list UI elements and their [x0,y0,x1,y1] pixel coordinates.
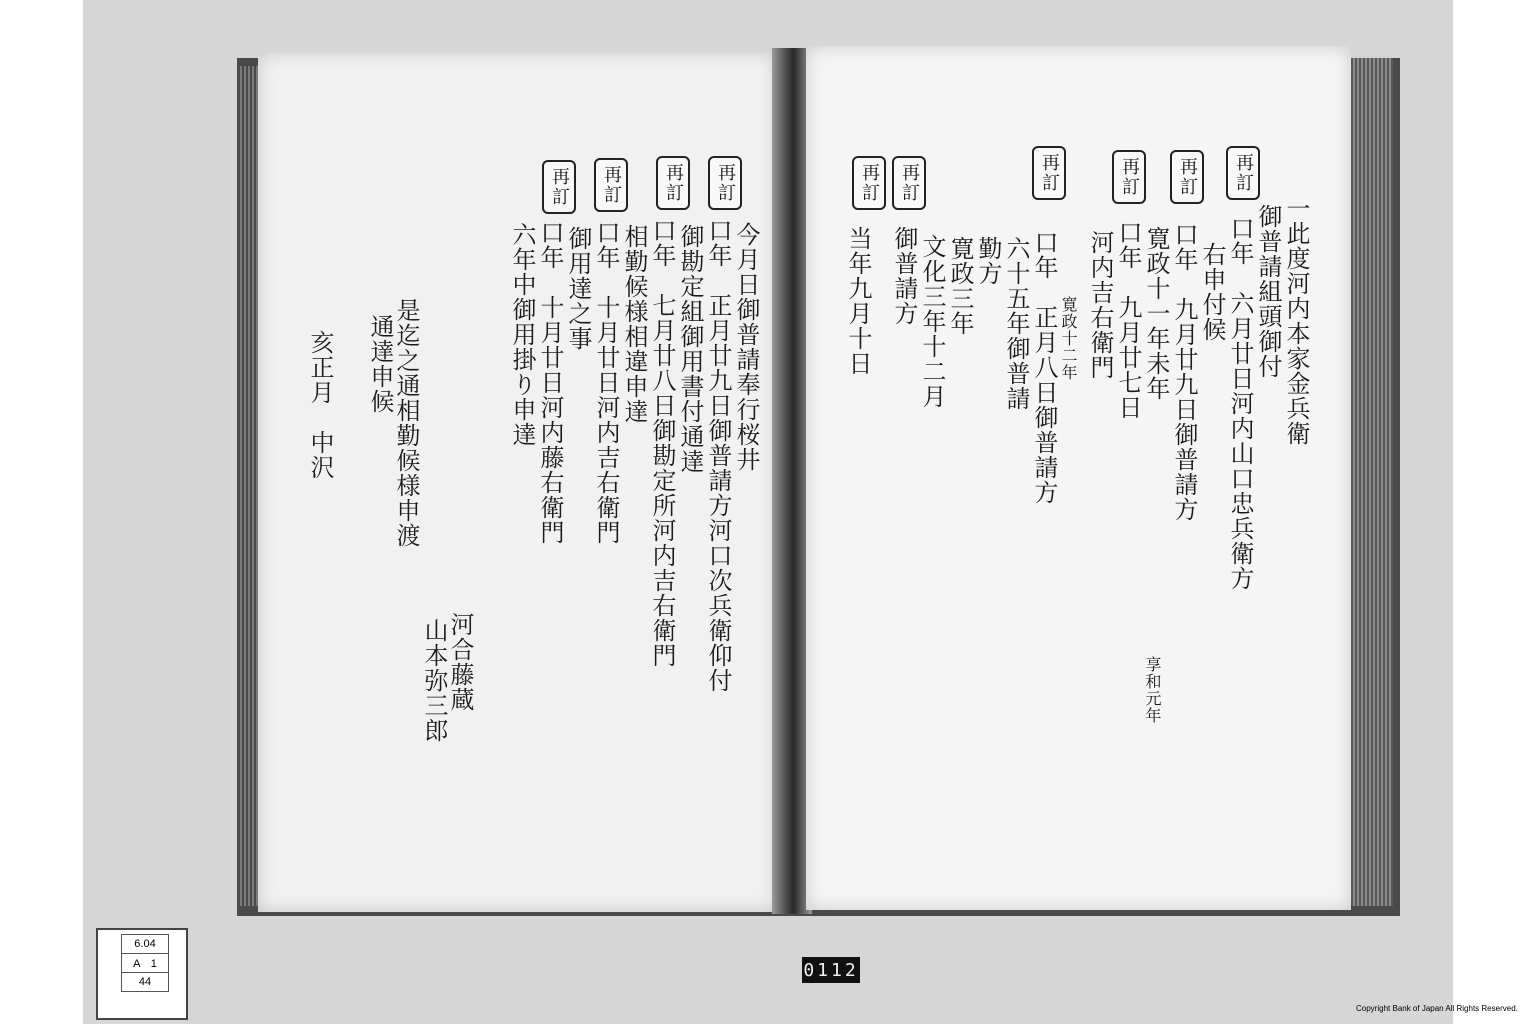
seal-stamp: 再訂 [892,156,926,210]
note-column: 享和元年 [1143,656,1162,724]
seal-stamp: 再訂 [542,160,576,214]
signature: 山本弥三郎 [420,618,448,743]
text-column: 勤方 [974,236,1002,286]
catalog-cell: 6.04 [122,935,169,954]
right-page [806,46,1351,910]
date-signature: 亥正月 中沢 [306,330,334,480]
text-column: 一此度河内本家金兵衛 [1282,196,1310,446]
copyright-notice: Copyright Bank of Japan All Rights Reserved. [1356,1004,1518,1013]
text-column: 通達申候 [366,314,394,414]
seal-stamp: 再訂 [1112,150,1146,204]
text-column: 当年九月十日 [844,226,872,376]
catalog-cell: 44 [122,973,169,992]
seal-stamp: 再訂 [1170,150,1204,204]
text-column: 口年 十月廿日河内藤右衛門 [536,220,564,545]
left-page [258,52,776,912]
text-column: 口年 九月廿七日 [1114,220,1142,420]
text-column: 御普請方 [890,226,918,326]
text-column: 相勤候様相違申達 [620,224,648,424]
text-column: 寛政十一年未年 [1142,226,1170,401]
catalog-cell: A 1 [122,954,169,973]
text-column: 口年 正月廿九日御普請方河口次兵衛仰付 [704,218,732,693]
note-column: 寛政十二年 [1059,296,1078,381]
right-page-edges [1345,58,1393,906]
text-column: 右申付候 [1198,242,1226,342]
seal-stamp: 再訂 [1226,146,1260,200]
catalog-table [121,934,169,992]
text-column: 口年 七月廿八日御勘定所河内吉右衛門 [648,218,676,668]
seal-stamp: 再訂 [1032,146,1066,200]
seal-stamp: 再訂 [656,156,690,210]
left-page-edges [240,66,258,906]
text-column: 御普請組頭御付 [1254,204,1282,379]
text-column: 六十五年御普請 [1002,236,1030,411]
text-column: 口年 十月廿日河内吉右衛門 [592,220,620,545]
seal-stamp: 再訂 [852,156,886,210]
text-column: 御勘定組御用書付通達 [676,224,704,474]
text-column: 口年 正月八日御普請方 [1030,230,1058,505]
seal-stamp: 再訂 [594,158,628,212]
text-column: 寛政三年 [946,236,974,336]
text-column: 御用達之事 [564,226,592,351]
text-column: 六年中御用掛り申達 [508,222,536,447]
seal-stamp: 再訂 [708,156,742,210]
text-column: 口年 六月廿日河内山口忠兵衛方 [1226,216,1254,591]
signature: 河合藤蔵 [446,612,474,712]
text-column: 口年 九月廿九日御普請方 [1170,222,1198,522]
text-column: 是迄之通相勤候様申渡 [392,298,420,548]
text-column: 河内吉右衛門 [1086,230,1114,380]
text-column: 今月日御普請奉行桜井 [732,222,760,472]
text-column: 文化三年十二月 [918,234,946,409]
frame-number: 0112 [802,957,860,983]
